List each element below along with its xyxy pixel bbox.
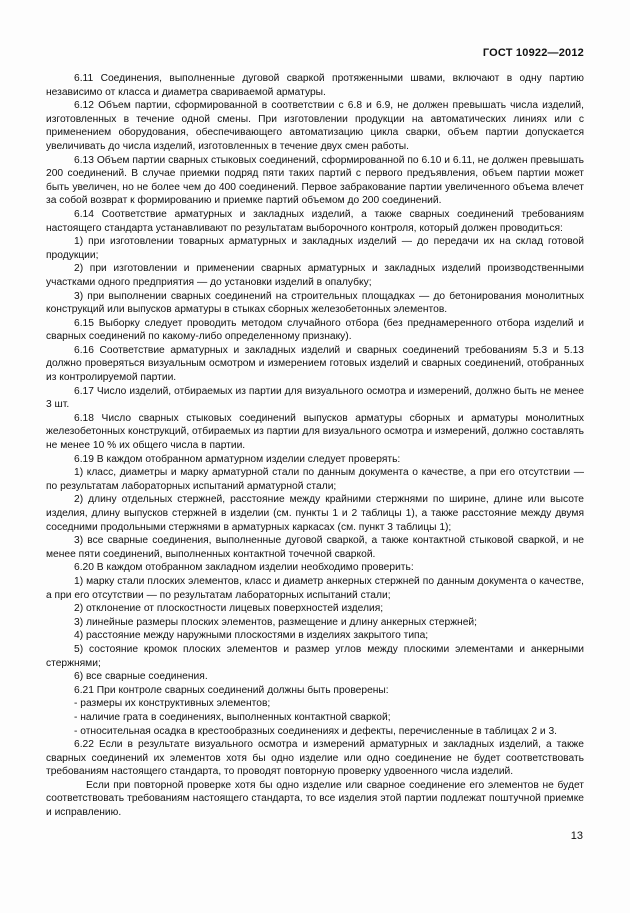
- paragraph-6-19: 6.19 В каждом отобранном арматурном изделии следует проверять:: [74, 453, 401, 465]
- paragraph-6-15: 6.15 Выборку следует проводить методом случайного отбора (без преднамеренного отбора изделий и сварных соединений по какому-либо определенному признаку).: [46, 317, 584, 343]
- paragraph-6-21: 6.21 При контроле сварных соединений должны быть проверены:: [74, 684, 389, 696]
- paragraph-6-20: 6.20 В каждом отобранном закладном изделии необходимо проверить:: [74, 562, 414, 574]
- paragraph-6-11: 6.11 Соединения, выполненные дуговой сваркой протяженными швами, включают в одну партию независимо от класса и диаметра свариваемой арматуры.: [46, 73, 584, 98]
- list-item-6-20-2: 2) отклонение от плоскостности лицевых поверхностей изделия;: [74, 603, 384, 615]
- list-item-6-20-1: 1) марку стали плоских элементов, класс и диаметр анкерных стержней по данным документа о качестве, а при его отсутствии — по результатам лабораторных испытаний стали;: [46, 575, 584, 601]
- paragraph-6-16: 6.16 Соответствие арматурных и закладных изделий и сварных соединений требованиям 5.3 и 5.13 должно проверяться визуальным осмотром и измерением готовых изделий и сварных соединений, отобранных из контролируемой партии.: [46, 344, 584, 384]
- paragraph-6-12: 6.12 Объем партии, сформированной в соответствии с 6.8 и 6.9, не должен превышать числа изделий, изготовленных в течение одной смены. При изготовлении продукции на автоматических линиях или с применением оборудования, обеспечивающего автоматизацию цикла сварки, объем партии допускается увеличивать до числа изделий, изготовленных в течение двух смен работы.: [46, 100, 584, 152]
- list-item-6-19-3: 3) все сварные соединения, выполненные дуговой сваркой, а также контактной стыковой сваркой, и не менее пяти соединений, выполненных контактной точечной сваркой.: [46, 535, 584, 560]
- list-item-6-20-5: 5) состояние кромок плоских элементов и размер углов между плоскими элементами и анкерными стержнями;: [46, 643, 584, 669]
- dash-item-3: - относительная осадка в крестообразных соединениях и дефекты, перечисленные в таблицах 2 и 3.: [74, 725, 558, 737]
- page-number: 13: [570, 830, 583, 842]
- document-body: [46, 72, 584, 820]
- list-item-6-14-3: 3) при выполнении сварных соединений на строительных площадках — до бетонирования монолитных конструкций или выпусков арматуры в стыках сборных железобетонных элементов.: [46, 290, 584, 316]
- paragraph-6-22-continued: Если при повторной проверке хотя бы одно изделие или сварное соединение его элементов не будет соответствовать требованиям настоящего стандарта, то все изделия этой партии подлежат поштучной приемке и исправлению.: [46, 779, 584, 819]
- list-item-6-14-1: 1) при изготовлении товарных арматурных и закладных изделий — до передачи их на склад готовой продукции;: [46, 236, 584, 261]
- paragraph-6-22: 6.22 Если в результате визуального осмотра и измерений арматурных и закладных изделий, а также сварных соединений их элементов хотя бы одно изделие или одно соединение не будет соответствовать требованиям настоящего стандарта, то проводят повторную проверку удвоенного числа изделий.: [46, 739, 584, 778]
- paragraph-6-17: 6.17 Число изделий, отбираемых из партии для визуального осмотра и измерений, должно быть не менее 3 шт.: [46, 385, 584, 411]
- list-item-6-14-2: 2) при изготовлении и применении сварных арматурных и закладных изделий производственными участками одного предприятия — до установки изделий в опалубку;: [46, 263, 584, 288]
- paragraph-6-13: 6.13 Объем партии сварных стыковых соединений, сформированной по 6.10 и 6.11, не должен превышать 200 соединений. В случае приемки подряд пяти таких партий с первого предъявления, объем партии может быть увеличен, но не более чем до 400 соединений. Первое забракование партии увеличенного объема влечет за собой возврат к формированию и приемке партий объемом до 200 соединений.: [46, 154, 584, 207]
- dash-item-1: - размеры их конструктивных элементов;: [74, 698, 271, 710]
- list-item-6-20-6: 6) все сварные соединения.: [74, 671, 208, 683]
- list-item-6-19-1: 1) класс, диаметры и марку арматурной стали по данным документа о качестве, а при его отсутствии — по результатам лабораторных испытаний арматурной стали;: [46, 467, 584, 492]
- document-code-header: ГОСТ 10922—2012: [482, 47, 584, 59]
- list-item-6-20-4: 4) расстояние между наружными плоскостями в изделиях закрытого типа;: [74, 630, 429, 642]
- paragraph-6-14: 6.14 Соответствие арматурных и закладных изделий, а также сварных соединений требованиям настоящего стандарта устанавливают по результатам выборочного контроля, который должен проводиться:: [46, 208, 584, 234]
- dash-item-2: - наличие грата в соединениях, выполненных контактной сваркой;: [74, 711, 391, 723]
- paragraph-6-18: 6.18 Число сварных стыковых соединений выпусков арматуры сборных и арматуры монолитных железобетонных конструкций, отбираемых из партии для визуального осмотра и измерений, должно составлять не менее 10 % их общего числа в партии.: [46, 412, 584, 452]
- list-item-6-20-3: 3) линейные размеры плоских элементов, размещение и длину анкерных стержней;: [74, 616, 477, 628]
- list-item-6-19-2: 2) длину отдельных стержней, расстояние между крайними стержнями по ширине, длине или высоте изделия, длину выпусков стержней в изделии (см. пункты 1 и 2 таблицы 1), а также расстояние между двумя соседними продольными стержнями в арматурных каркасах (см. пункт 3 таблицы 1);: [46, 494, 584, 533]
